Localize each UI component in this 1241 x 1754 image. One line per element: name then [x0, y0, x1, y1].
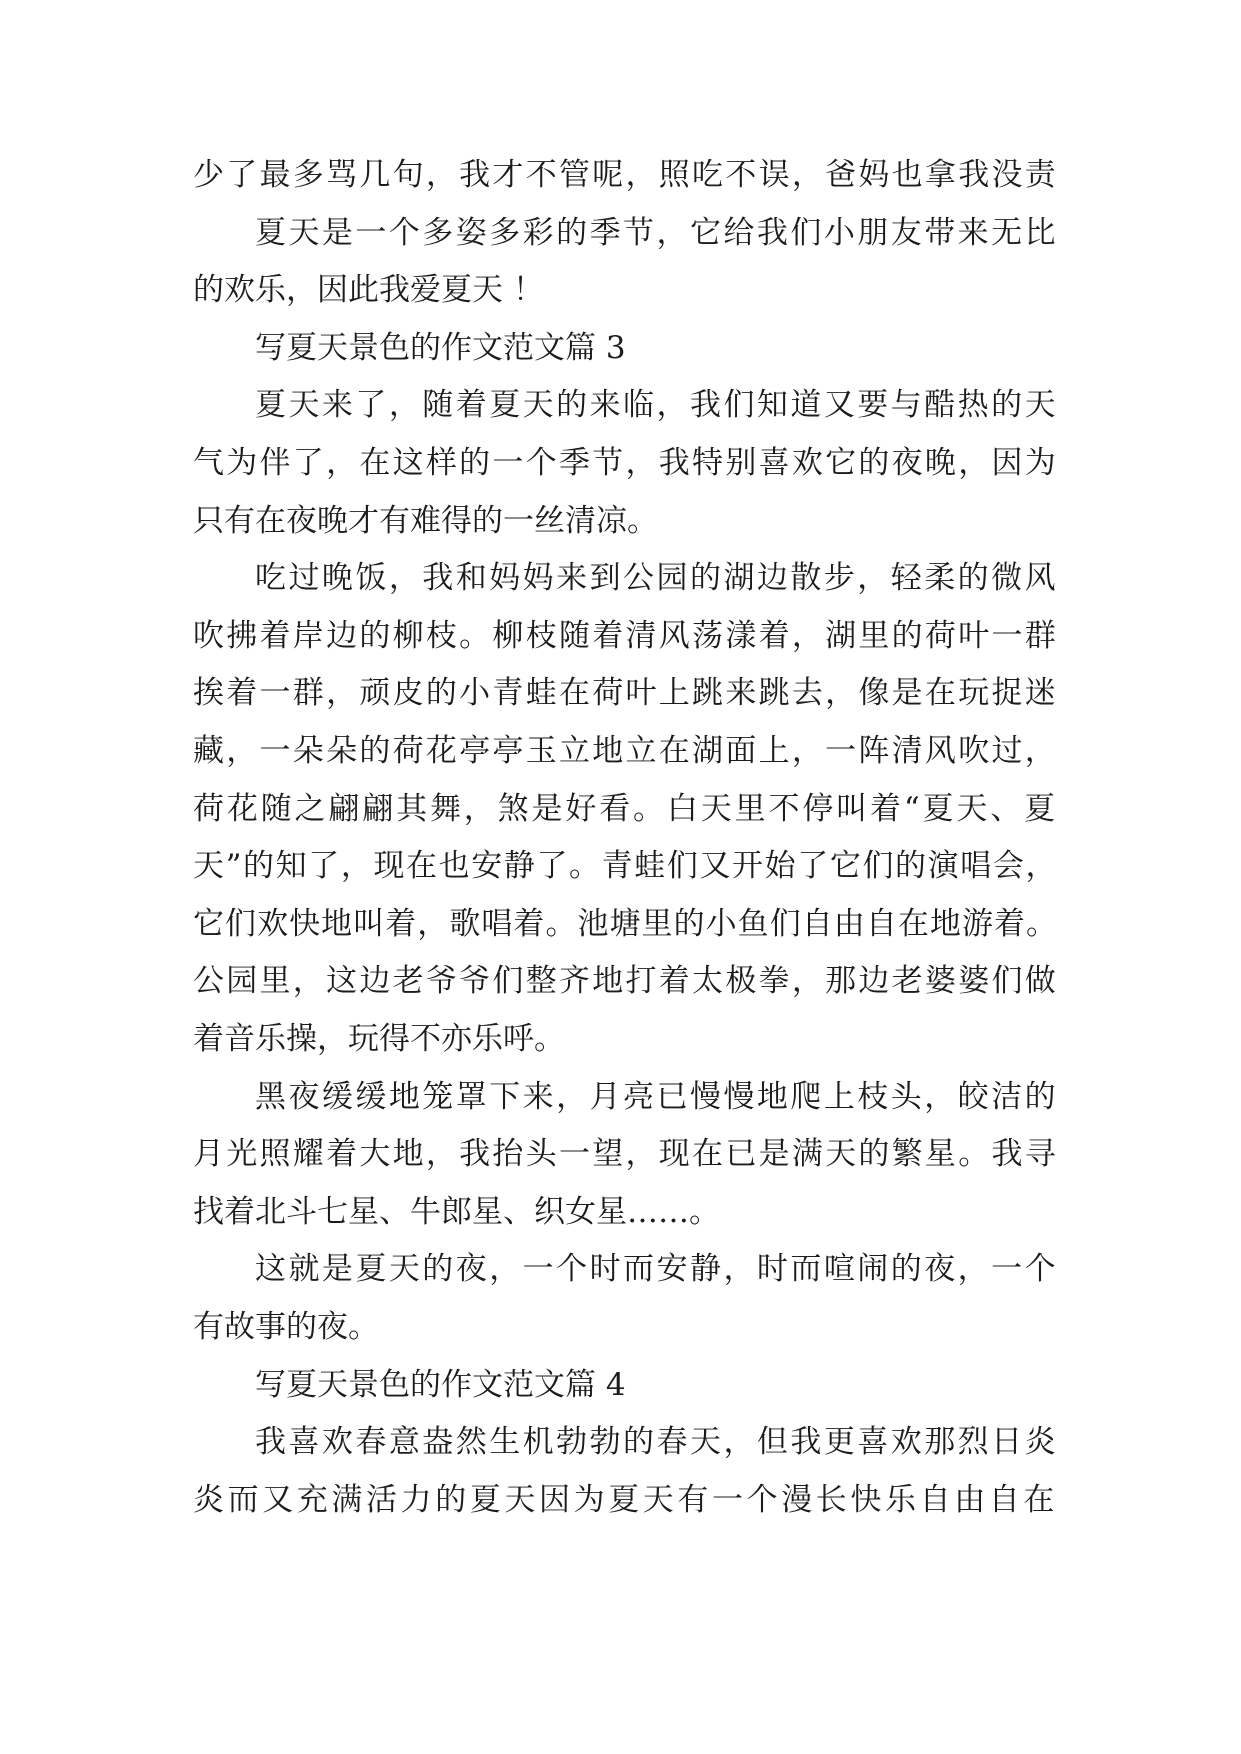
text-line: 我喜欢春意盎然生机勃勃的春天，但我更喜欢那烈日炎 [255, 1424, 1059, 1461]
text-line: 吃过晚饭，我和妈妈来到公园的湖边散步，轻柔的微风 [255, 560, 1059, 597]
text-line: 夏天是一个多姿多彩的季节，它给我们小朋友带来无比 [255, 214, 1059, 251]
text-line: 气为伴了，在这样的一个季节，我特别喜欢它的夜晚，因为 [193, 445, 1059, 481]
text-line: 吹拂着岸边的柳枝。柳枝随着清风荡漾着，湖里的荷叶一群 [193, 617, 1059, 654]
text-line: 荷花随之翩翩其舞，煞是好看。白天里不停叫着“夏天、夏 [193, 790, 1058, 827]
text-line: 挨着一群，顽皮的小青蛙在荷叶上跳来跳去，像是在玩捉迷 [193, 675, 1059, 712]
text-line: 写夏天景色的作文范文篇 4 [255, 1366, 626, 1403]
text-line: 这就是夏天的夜，一个时而安静，时而喧闹的夜，一个 [255, 1251, 1059, 1288]
text-line: 少了最多骂几句，我才不管呢，照吃不误，爸妈也拿我没责 [193, 157, 1059, 193]
text-line: 的欢乐，因此我爱夏天 ！ [193, 272, 544, 309]
text-line: 有故事的夜。 [193, 1309, 379, 1345]
text-line: 找着北斗七星、牛郎星、织女星……。 [193, 1193, 720, 1230]
text-line: 着音乐操，玩得不亦乐呼。 [193, 1021, 565, 1057]
text-line: 夏天来了，随着夏天的来临，我们知道又要与酷热的天 [255, 387, 1059, 424]
text-line: 只有在夜晚才有难得的一丝清凉。 [193, 502, 658, 539]
text-line: 写夏天景色的作文范文篇 3 [255, 329, 626, 366]
text-line: 炎而又充满活力的夏天因为夏天有一个漫长快乐自由自在 [193, 1481, 1058, 1518]
text-line: 公园里，这边老爷爷们整齐地打着太极拳，那边老婆婆们做 [193, 963, 1059, 1000]
text-line: 藏，一朵朵的荷花亭亭玉立地立在湖面上，一阵清风吹过， [193, 733, 1059, 769]
text-line: 月光照耀着大地，我抬头一望，现在已是满天的繁星。我寻 [193, 1136, 1059, 1173]
text-line: 天”的知了，现在也安静了。青蛙们又开始了它们的演唱会， [193, 848, 1059, 885]
text-line: 黑夜缓缓地笼罩下来，月亮已慢慢地爬上枝头，皎洁的 [255, 1078, 1059, 1115]
text-line: 它们欢快地叫着，歌唱着。池塘里的小鱼们自由自在地游着。 [193, 905, 1059, 942]
